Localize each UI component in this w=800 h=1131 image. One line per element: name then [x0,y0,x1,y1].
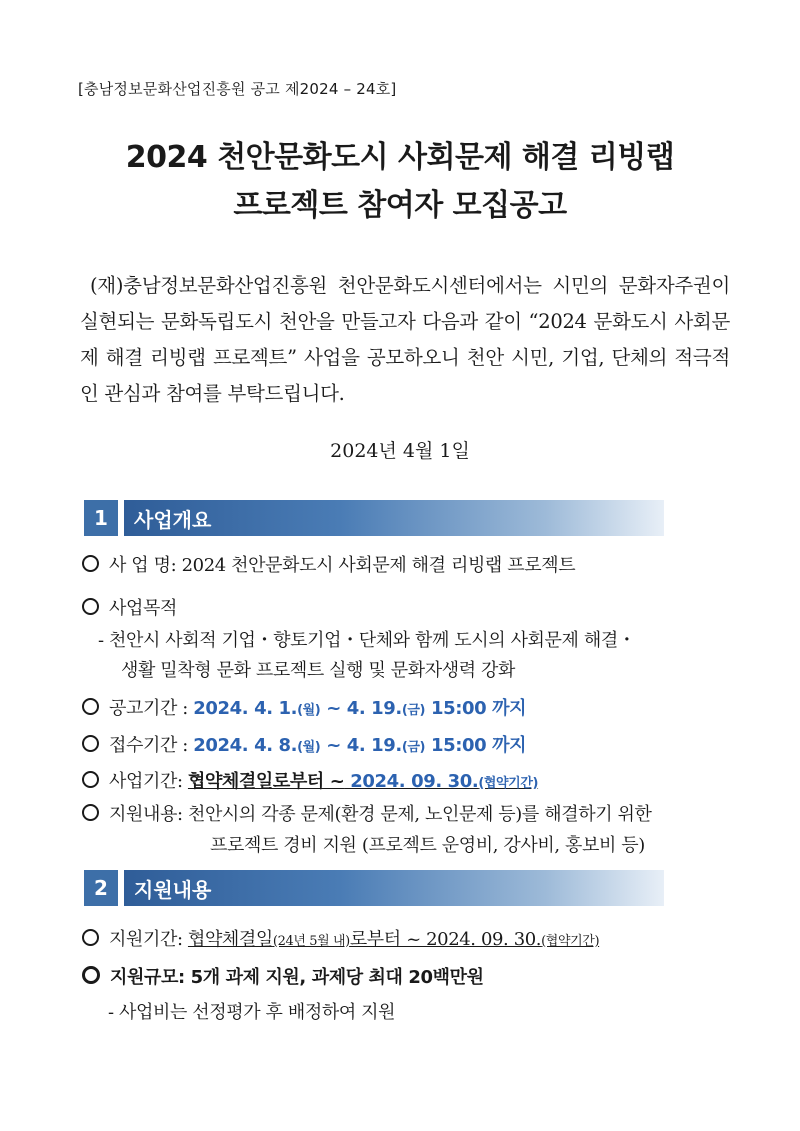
bullet-circle-icon [82,735,99,752]
purpose-line-1: - 천안시 사회적 기업・향토기업・단체와 함께 도시의 사회문제 해결・ [98,630,636,651]
notice-number: [충남정보문화산업진흥원 공고 제2024 – 24호] [78,80,397,98]
section-2-title: 지원내용 [124,870,664,906]
support-content-label: 지원내용: [109,804,183,825]
intro-paragraph: (재)충남정보문화산업진흥원 천안문화도시센터에서는 시민의 문화자주권이 실현되는 문화독립도시 천안을 만들고자 다음과 같이 “2024 문화도시 사회문제 해결 리빙랩 프로젝트” 사업을 공모하오니 천안 시민, 기업, 단체의 적극적인 관심과 참여를 부탁드립니다. [80,274,730,405]
support-scale-value: 5개 과제 지원, 과제당 최대 20백만원 [184,967,484,988]
business-period-item [82,767,762,793]
section-2-header [84,870,664,906]
purpose-line-2: 생활 밀착형 문화 프로젝트 실행 및 문화자생력 강화 [121,660,515,681]
bullet-circle-icon [82,966,100,984]
notice-period-label: 공고기간 : [109,698,188,719]
bullet-circle-icon [82,929,99,946]
bullet-circle-icon [82,698,99,715]
bullet-circle-icon [82,598,99,615]
support-content-line-1: 천안시의 각종 문제(환경 문제, 노인문제 등)를 해결하기 위한 [187,804,652,825]
section-2-number: 2 [84,870,118,906]
bullet-circle-icon [82,555,99,572]
section-1-title: 사업개요 [124,500,664,536]
bullet-circle-icon [82,804,99,821]
title-line-1: 2024 천안문화도시 사회문제 해결 리빙랩 [125,140,675,175]
bullet-circle-icon [82,771,99,788]
project-name-label: 사 업 명: [109,555,177,576]
support-period-label: 지원기간: [109,929,183,950]
section-1-header [84,500,664,536]
purpose-item [82,594,762,620]
project-name-value: 2024 천안문화도시 사회문제 해결 리빙랩 프로젝트 [181,555,576,576]
support-content-item [82,800,762,826]
notice-period-item [82,694,762,720]
support-scale-item [82,963,762,989]
support-scale-label: 지원규모: [110,967,185,988]
business-period-label: 사업기간: [109,771,183,792]
support-period-item [82,925,762,951]
receipt-period-item [82,731,762,757]
notice-period-value: 2024. 4. 1.(월) ~ 4. 19.(금) 15:00 까지 [193,698,527,719]
title-line-2: 프로젝트 참여자 모집공고 [233,188,567,223]
receipt-period-label: 접수기간 : [109,735,188,756]
purpose-label: 사업목적 [109,598,177,619]
support-period-value: 협약체결일(24년 5월 내)로부터 ~ 2024. 09. 30.(협약기간) [187,929,600,950]
business-period-value: 협약체결일로부터 ~ 2024. 09. 30.(협약기간) [187,771,539,792]
notice-date: 2024년 4월 1일 [330,440,470,462]
receipt-period-value: 2024. 4. 8.(월) ~ 4. 19.(금) 15:00 까지 [193,735,527,756]
support-content-line-2: 프로젝트 경비 지원 (프로젝트 운영비, 강사비, 홍보비 등) [210,835,645,856]
project-name-item [82,551,762,577]
section-1-number: 1 [84,500,118,536]
support-scale-note: - 사업비는 선정평가 후 배정하여 지원 [108,1002,396,1023]
